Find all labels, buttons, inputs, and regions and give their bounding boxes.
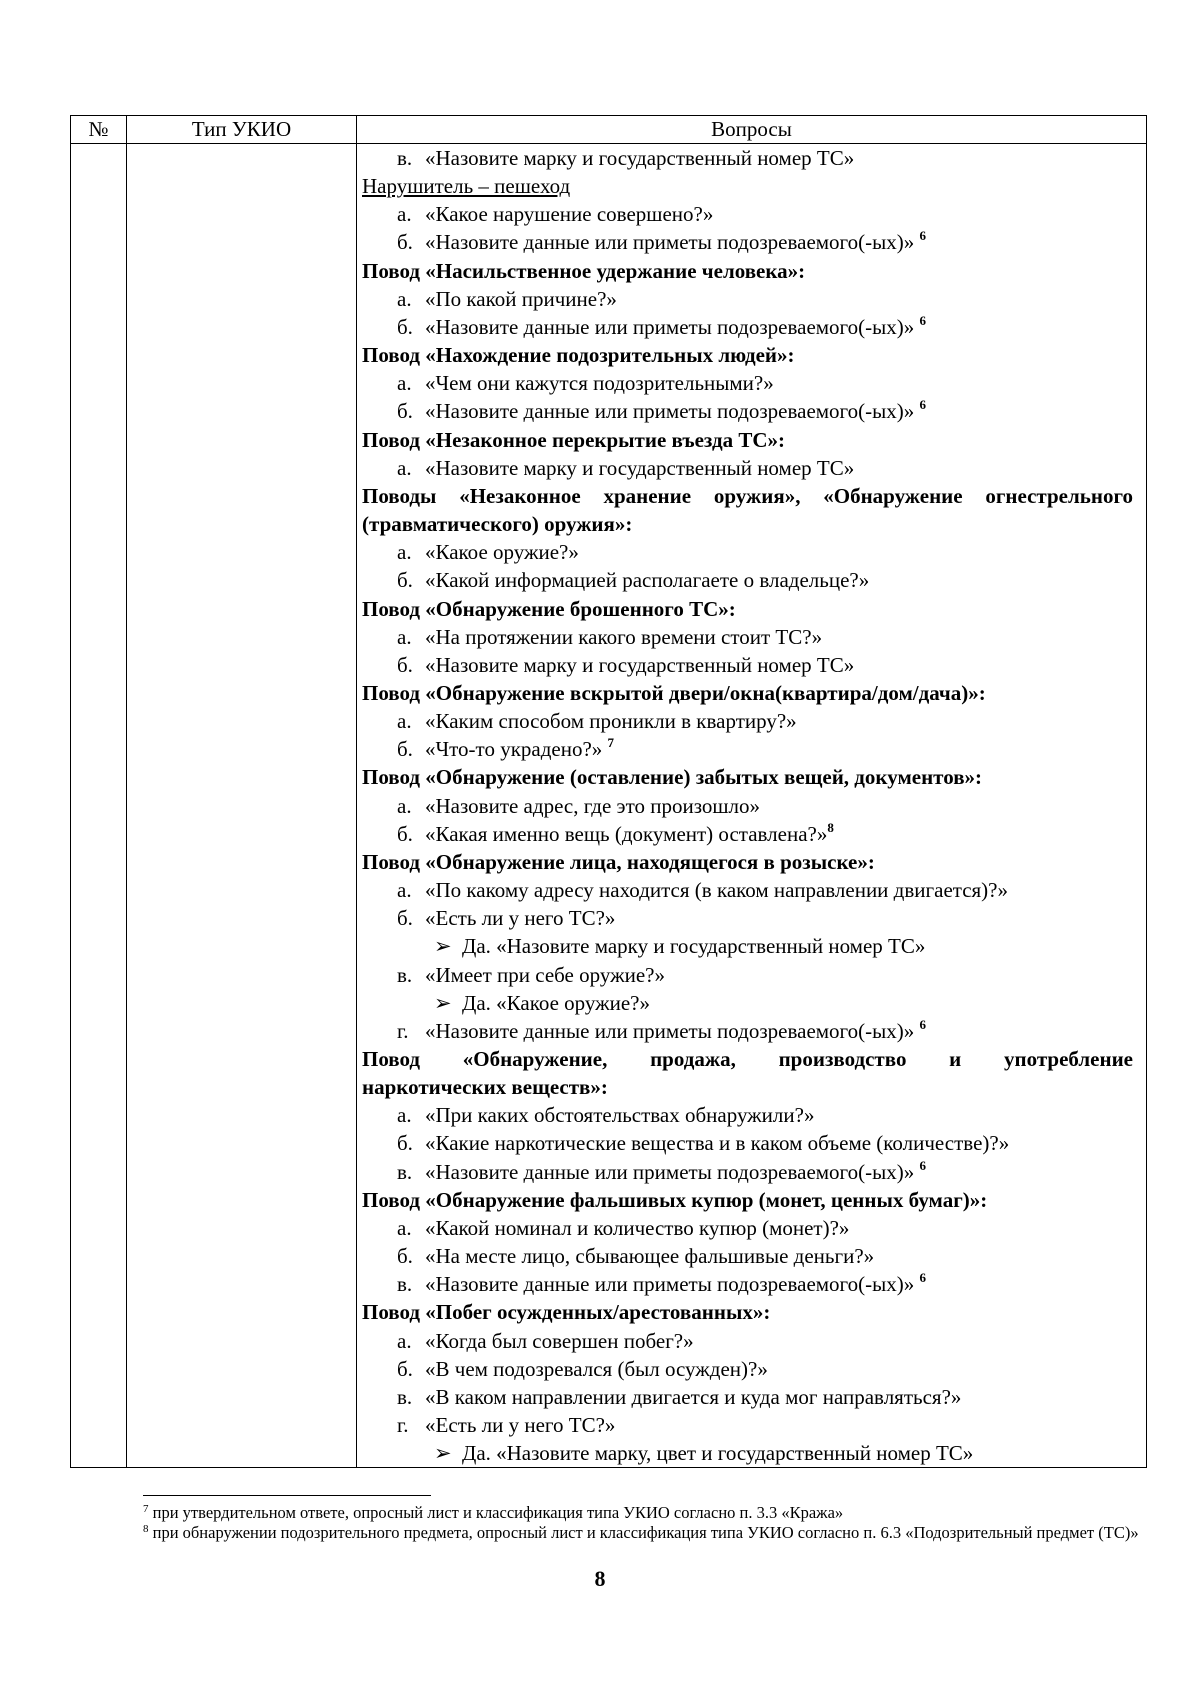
type-cell xyxy=(127,144,357,1468)
line-text: «По какому адресу находится (в каком направлении двигается)?» xyxy=(425,878,1008,903)
footnote-ref: 7 xyxy=(607,735,615,751)
footnote-ref: 8 xyxy=(827,819,834,835)
item-marker: г. xyxy=(397,1018,409,1043)
question-item xyxy=(362,200,1133,228)
line-text: Повод «Обнаружение фальшивых купюр (монет, ценных бумаг)»: xyxy=(362,1187,988,1212)
questions-list xyxy=(357,144,1146,1467)
footnote-number: 8 xyxy=(143,1523,149,1535)
reason-heading xyxy=(362,1186,1133,1214)
item-marker: в. xyxy=(397,146,413,170)
line-text: Повод «Обнаружение (оставление) забытых вещей, документов»: xyxy=(362,765,983,790)
question-item xyxy=(362,1355,1133,1383)
line-text: Повод «Обнаружение, продажа, производство и употребление xyxy=(362,1047,1133,1071)
footnote-ref: 6 xyxy=(919,228,926,244)
item-marker: в. xyxy=(397,1272,413,1297)
reason-heading xyxy=(362,1073,1133,1101)
line-text: «Что-то украдено?» xyxy=(425,737,608,762)
line-text: «Назовите данные или приметы подозреваемого(-ых)» xyxy=(425,399,920,424)
item-marker: а. xyxy=(397,793,412,818)
reason-heading xyxy=(362,1298,1133,1326)
item-marker: б. xyxy=(397,399,413,424)
answer-followup xyxy=(362,932,1133,960)
item-marker: б. xyxy=(397,568,413,593)
line-text: Повод «Нахождение подозрительных людей»: xyxy=(362,343,795,368)
column-header-questions: Вопросы xyxy=(357,116,1147,144)
item-marker: г. xyxy=(397,1413,409,1438)
question-item xyxy=(362,313,1133,341)
answer-followup xyxy=(362,1439,1133,1467)
footnote-ref: 6 xyxy=(919,397,926,413)
item-marker: а. xyxy=(397,286,412,311)
item-marker: а. xyxy=(397,1103,412,1128)
question-item xyxy=(362,566,1133,594)
line-text: «Какое нарушение совершено?» xyxy=(425,202,714,227)
page-number: 8 xyxy=(594,1566,606,1591)
question-item xyxy=(362,820,1133,848)
item-marker: а. xyxy=(397,202,412,227)
item-marker: а. xyxy=(397,1215,412,1240)
reason-heading xyxy=(362,848,1133,876)
line-text: «Есть ли у него ТС?» xyxy=(425,906,616,931)
reason-heading xyxy=(362,1045,1133,1073)
question-item xyxy=(362,1017,1133,1045)
reason-heading xyxy=(362,257,1133,285)
line-text: «Назовите марку и государственный номер ТС» xyxy=(425,652,855,677)
line-text: «Какие наркотические вещества и в каком объеме (количестве)?» xyxy=(425,1131,1010,1156)
line-text: «Когда был совершен побег?» xyxy=(425,1328,694,1353)
footnote-ref: 6 xyxy=(919,1016,926,1032)
table-header-row xyxy=(71,116,1147,144)
item-marker: б. xyxy=(397,1244,413,1269)
column-header-type: Тип УКИО xyxy=(127,116,357,144)
item-marker: а. xyxy=(397,1328,412,1353)
question-item xyxy=(362,707,1133,735)
item-marker: а. xyxy=(397,371,412,396)
column-header-number: № xyxy=(71,116,127,144)
question-item xyxy=(362,1270,1133,1298)
line-text: «Назовите марку и государственный номер ТС» xyxy=(425,146,855,170)
question-item xyxy=(362,369,1133,397)
line-text: «Какая именно вещь (документ) оставлена?» xyxy=(425,821,828,846)
line-text: «Какой номинал и количество купюр (монет)?» xyxy=(425,1215,850,1240)
footnotes xyxy=(143,1503,1146,1543)
line-text: Да. «Какое оружие?» xyxy=(462,990,650,1015)
question-item xyxy=(362,651,1133,679)
question-item xyxy=(362,904,1133,932)
line-text: «Каким способом проникли в квартиру?» xyxy=(425,709,797,734)
question-item xyxy=(362,876,1133,904)
item-marker: а. xyxy=(397,540,412,565)
item-marker: б. xyxy=(397,1131,413,1156)
line-text: «В чем подозревался (был осужден)?» xyxy=(425,1356,768,1381)
arrow-icon: ➢ xyxy=(434,934,452,959)
item-marker: б. xyxy=(397,821,413,846)
item-marker: а. xyxy=(397,455,412,480)
line-text: «На протяжении какого времени стоит ТС?» xyxy=(425,624,823,649)
line-text: «Имеет при себе оружие?» xyxy=(425,962,665,987)
questions-cell xyxy=(357,144,1147,1468)
footnote xyxy=(143,1523,1146,1543)
question-item xyxy=(362,623,1133,651)
line-text: «Назовите данные или приметы подозреваемого(-ых)» xyxy=(425,230,920,255)
reason-heading xyxy=(362,679,1133,707)
question-item xyxy=(362,144,1133,172)
table-row xyxy=(71,144,1147,1468)
item-marker: б. xyxy=(397,1356,413,1381)
reason-heading xyxy=(362,426,1133,454)
reason-heading xyxy=(362,595,1133,623)
question-item xyxy=(362,961,1133,989)
footnote-ref: 6 xyxy=(919,312,926,328)
item-marker: б. xyxy=(397,652,413,677)
footnote xyxy=(143,1503,1146,1523)
line-text: «По какой причине?» xyxy=(425,286,617,311)
line-text: «При каких обстоятельствах обнаружили?» xyxy=(425,1103,815,1128)
line-text: «Назовите данные или приметы подозреваемого(-ых)» xyxy=(425,1018,920,1043)
question-item xyxy=(362,454,1133,482)
line-text: наркотических веществ»: xyxy=(362,1075,608,1100)
line-text: «Чем они кажутся подозрительными?» xyxy=(425,371,774,396)
question-item xyxy=(362,228,1133,256)
footnote-text: при обнаружении подозрительного предмета, опросный лист и классификация типа УКИО согласно п. 6.3 «Подозрительный предмет (ТС)» xyxy=(148,1523,1139,1542)
question-item xyxy=(362,1158,1133,1186)
line-text: «Есть ли у него ТС?» xyxy=(425,1413,616,1438)
item-marker: а. xyxy=(397,709,412,734)
item-marker: б. xyxy=(397,906,413,931)
line-text: «Какое оружие?» xyxy=(425,540,579,565)
line-text: Повод «Насильственное удержание человека»: xyxy=(362,258,806,283)
question-item xyxy=(362,1129,1133,1157)
line-text: «Назовите данные или приметы подозреваемого(-ых)» xyxy=(425,1159,920,1184)
footnote-separator xyxy=(143,1495,431,1496)
line-text: «Назовите данные или приметы подозреваемого(-ых)» xyxy=(425,314,920,339)
reason-heading xyxy=(362,482,1133,538)
line-text: Повод «Обнаружение вскрытой двери/окна(квартира/дом/дача)»: xyxy=(362,680,986,705)
question-item xyxy=(362,1327,1133,1355)
line-text: Нарушитель – пешеход xyxy=(362,174,571,199)
question-item xyxy=(362,1242,1133,1270)
line-text: «Назовите адрес, где это произошло» xyxy=(425,793,761,818)
line-text: Поводы «Незаконное хранение оружия», «Обнаружение огнестрельного (травматического) оружия»: xyxy=(362,483,1133,537)
item-marker: в. xyxy=(397,962,413,987)
line-text: Повод «Обнаружение лица, находящегося в розыске»: xyxy=(362,849,875,874)
question-item xyxy=(362,1383,1133,1411)
item-marker: а. xyxy=(397,624,412,649)
item-marker: б. xyxy=(397,314,413,339)
line-text: Повод «Побег осужденных/арестованных»: xyxy=(362,1300,771,1325)
question-item xyxy=(362,285,1133,313)
question-item xyxy=(362,397,1133,425)
item-marker: в. xyxy=(397,1384,413,1409)
line-text: «На месте лицо, сбывающее фальшивые деньги?» xyxy=(425,1244,875,1269)
question-item xyxy=(362,538,1133,566)
question-item xyxy=(362,735,1133,763)
questions-table xyxy=(70,115,1147,1468)
line-text: Да. «Назовите марку и государственный номер ТС» xyxy=(462,934,926,959)
line-text: «В каком направлении двигается и куда мог направляться?» xyxy=(425,1384,962,1409)
line-text: Да. «Назовите марку, цвет и государственный номер ТС» xyxy=(462,1441,974,1466)
question-item xyxy=(362,1411,1133,1439)
question-item xyxy=(362,792,1133,820)
answer-followup xyxy=(362,989,1133,1017)
footnote-ref: 6 xyxy=(919,1157,926,1173)
reason-heading xyxy=(362,341,1133,369)
line-text: Повод «Обнаружение брошенного ТС»: xyxy=(362,596,736,621)
item-marker: б. xyxy=(397,737,413,762)
question-item xyxy=(362,1214,1133,1242)
question-item xyxy=(362,1101,1133,1129)
line-text: «Назовите марку и государственный номер ТС» xyxy=(425,455,855,480)
footnote-text: при утвердительном ответе, опросный лист и классификация типа УКИО согласно п. 3.3 «Кража» xyxy=(148,1503,844,1522)
footnote-number: 7 xyxy=(143,1503,149,1515)
line-text: Повод «Незаконное перекрытие въезда ТС»: xyxy=(362,427,786,452)
line-text: «Назовите данные или приметы подозреваемого(-ых)» xyxy=(425,1272,920,1297)
subheading xyxy=(362,172,1133,200)
arrow-icon: ➢ xyxy=(434,1441,452,1466)
item-marker: а. xyxy=(397,878,412,903)
footnote-ref: 6 xyxy=(919,1270,926,1286)
item-marker: в. xyxy=(397,1159,413,1184)
number-cell xyxy=(71,144,127,1468)
arrow-icon: ➢ xyxy=(434,990,452,1015)
line-text: «Какой информацией располагаете о владельце?» xyxy=(425,568,870,593)
item-marker: б. xyxy=(397,230,413,255)
reason-heading xyxy=(362,763,1133,791)
